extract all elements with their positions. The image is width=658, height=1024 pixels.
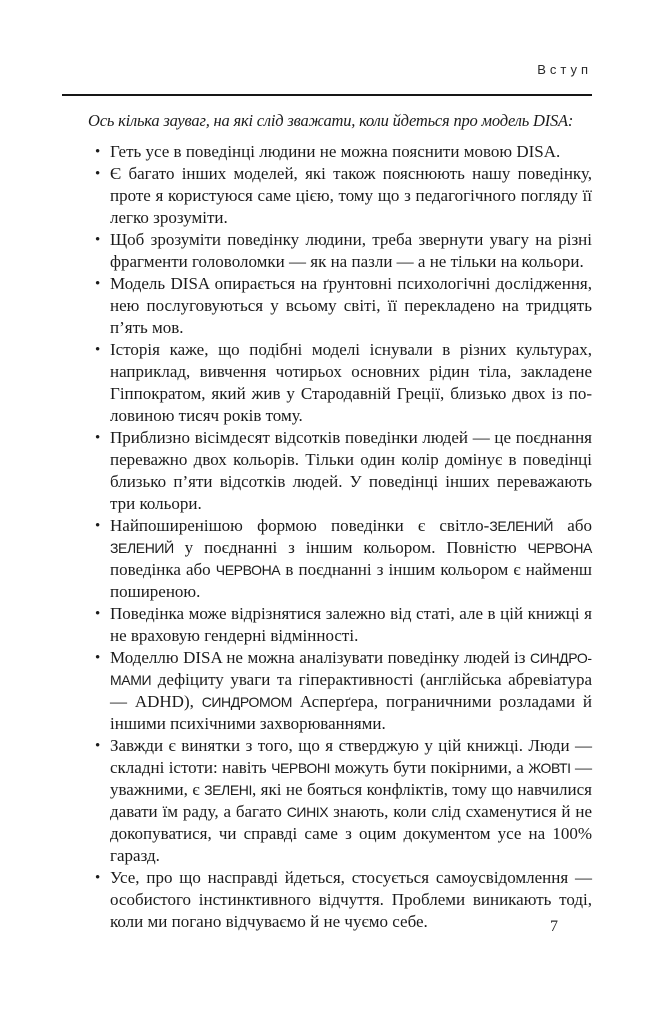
text-run: Асперґера, пограничними розладами й іншими психічними захворюваннями.: [110, 692, 592, 733]
page-number: 7: [550, 918, 558, 935]
condensed-term: ЗЕЛЕНИЙ: [489, 518, 554, 534]
text-run: у поєднанні з іншим кольором. Повністю: [173, 538, 528, 557]
list-item: [88, 515, 592, 603]
list-item: [88, 229, 592, 273]
text-run: Завжди є винятки з того, що я стверджую у цій книжці. Люди — складні істоти: навіть: [110, 736, 592, 777]
condensed-term: ЧЕРВОНА: [527, 540, 592, 556]
text-run: або: [553, 516, 592, 535]
text-run: Геть усе в поведінці людини не можна пояснити мовою DISA.: [110, 142, 561, 161]
text-run: можуть бути покірними, а: [330, 758, 529, 777]
condensed-term: СИНДРОМОМ: [201, 694, 292, 710]
text-run: Модель DISA опирається на ґрунтовні психологічні дослідження, нею послуговуються у всьому світі, її перекладено на тридцять п’ять мов.: [110, 274, 592, 337]
text-run: Моделлю DISA не можна аналізувати поведінку людей із: [110, 648, 531, 667]
text-run: — уважними, є: [110, 758, 593, 799]
page-content: [88, 110, 592, 933]
list-item: [88, 339, 592, 427]
list-item: [88, 867, 592, 933]
text-run: Історія каже, що подібні моделі існували в різних культурах, наприклад, вивчення чотирьох основних рідин тіла, закладене Гіппократом, який жив у Стародавній Греції, близько двох із половиною тисяч років тому.: [110, 340, 592, 425]
running-header: Вступ: [537, 62, 592, 77]
condensed-term: ЧЕРВОНА: [215, 562, 281, 578]
text-run: знають, коли слід схаменутися й не докопуватися, чи справді саме з оцим документом усе на 100% гаразд.: [110, 802, 592, 865]
text-run: Є багато інших моделей, які також пояснюють нашу поведінку, проте я користуюся саме цією, тому що з педагогічного погляду її легко зрозуміти.: [110, 164, 592, 227]
list-item: [88, 163, 592, 229]
list-item: [88, 427, 592, 515]
condensed-term: ЗЕЛЕНІ: [204, 782, 252, 798]
text-run: Щоб зрозуміти поведінку людини, треба звернути увагу на різні фрагменти головоломки — як на пазли — а не тільки на кольори.: [110, 230, 592, 271]
list-item: [88, 603, 592, 647]
text-run: Поведінка може відрізнятися залежно від статі, але в цій книжці я не враховую гендерні відмінності.: [110, 604, 592, 645]
text-run: поведінка або: [110, 560, 216, 579]
list-item: [88, 273, 592, 339]
text-run: Приблизно вісімдесят відсотків поведінки людей — це поєднання переважно двох кольорів. Тільки один колір домінує в поведінці близько п’яти відсотків людей. У поведінці інших переважають три кольори.: [110, 428, 592, 513]
condensed-term: ЧЕРВОНІ: [271, 760, 331, 776]
condensed-term: СИНІХ: [286, 804, 329, 820]
text-run: в поєднанні з іншим кольором є найменш поширеною.: [110, 560, 593, 601]
text-run: Усе, про що насправді йдеться, стосується самоусвідомлення — особистого інстинктивного відчуття. Проблеми виникають тоді, коли ми погано відчуваємо й не чуємо себе.: [110, 868, 592, 931]
list-item: [88, 735, 592, 867]
list-item: [88, 141, 592, 163]
condensed-term: ЗЕЛЕНИЙ: [110, 540, 174, 556]
bullet-list: [88, 141, 592, 933]
text-run: Найпоширенішою формою поведінки є світло-: [110, 516, 490, 535]
text-run: , які не бояться конфліктів, тому що навчилися давати їм раду, а багато: [110, 780, 592, 821]
condensed-term: СИНДРОМАМИ: [110, 650, 592, 688]
intro-italic-line: Ось кілька зауваг, на які слід зважати, коли йдеться про модель DISA:: [88, 111, 574, 130]
header-rule: [62, 94, 592, 96]
text-run: дефіциту уваги та гіперактивності (англійська абревіатура — ADHD),: [110, 670, 592, 711]
condensed-term: ЖОВТІ: [528, 760, 571, 776]
list-item: [88, 647, 592, 735]
